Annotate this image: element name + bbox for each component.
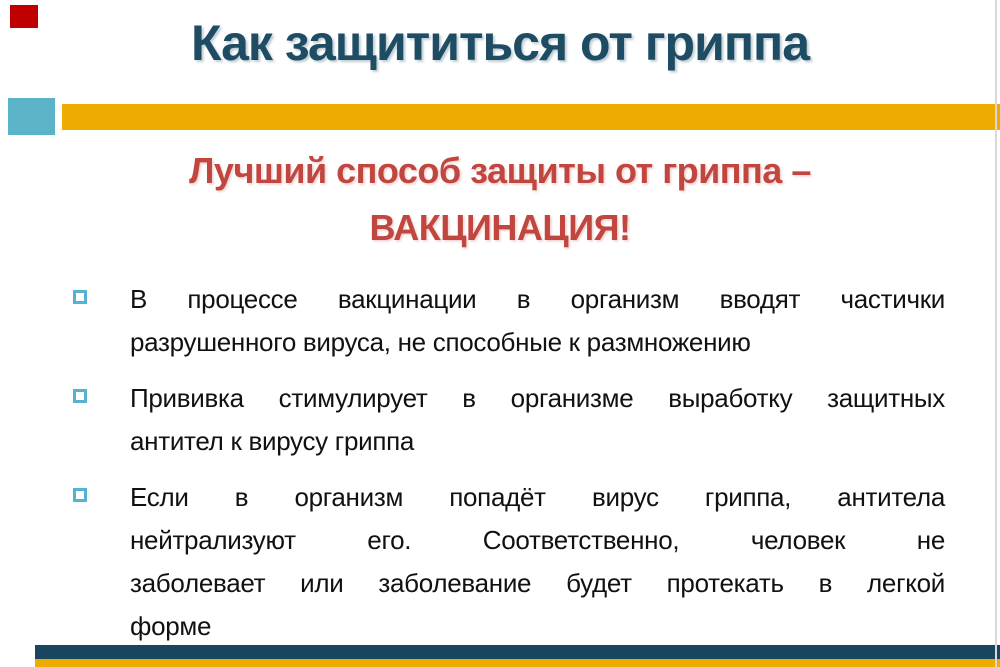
bullet-list	[130, 278, 945, 661]
bullet-item-3	[130, 476, 945, 648]
bullet-3-line-3: заболевает или заболевание будет протекать в легкой	[130, 568, 945, 598]
teal-accent-square	[8, 98, 55, 135]
bullet-3-line-2: нейтрализуют его. Соответственно, человек не	[130, 525, 945, 555]
subtitle-line-2: ВАКЦИНАЦИЯ!	[369, 207, 631, 248]
bullet-2-line-1: Прививка стимулирует в организме выработку защитных	[130, 383, 945, 413]
slide-subtitle	[0, 142, 1000, 256]
bullet-3-line-4: форме	[130, 611, 212, 641]
slide-title: Как защититься от гриппа	[190, 15, 810, 71]
subtitle-line-1: Лучший способ защиты от гриппа –	[189, 150, 811, 191]
bullet-3-line-1: Если в организм попадёт вирус гриппа, антитела	[130, 482, 945, 512]
square-bullet-icon	[73, 389, 87, 403]
bullet-item-1	[130, 278, 945, 364]
bullet-1-line-1: В процессе вакцинации в организм вводят частички	[130, 284, 945, 314]
bullet-1-line-2: разрушенного вируса, не способные к размножению	[130, 327, 751, 357]
bullet-item-2	[130, 377, 945, 463]
footer-gold-bar	[35, 659, 1000, 667]
square-bullet-icon	[73, 290, 87, 304]
square-bullet-icon	[73, 488, 87, 502]
bullet-2-line-2: антител к вирусу гриппа	[130, 426, 415, 456]
gold-divider-bar	[62, 104, 1000, 130]
footer-dark-bar	[35, 645, 1000, 659]
slide-right-edge-line	[995, 0, 997, 667]
